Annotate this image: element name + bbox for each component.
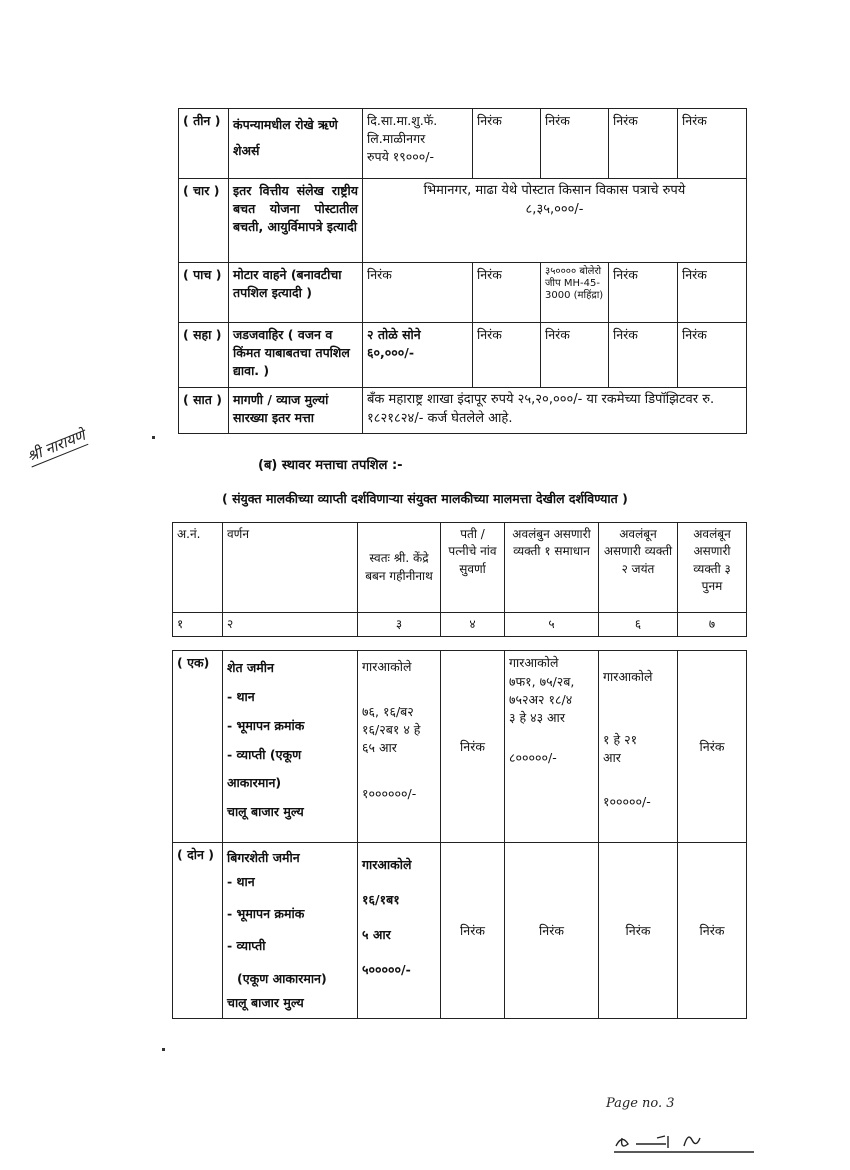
row-number: ( पाच )	[179, 263, 229, 323]
value-line: गारआकोले	[362, 857, 412, 873]
value-line: १००००००/-	[362, 785, 417, 801]
desc-line: - व्याप्ती (एकूण आकारमान)	[227, 746, 302, 791]
column-number: ५	[505, 613, 599, 637]
desc-line: - व्याप्ती	[227, 937, 266, 953]
spacer-row	[173, 637, 747, 651]
column-number: १	[173, 613, 223, 637]
value-line: १ हे २१ आर	[603, 731, 638, 765]
value-line: ७फ१, ७५/२ब, ७५२अ२ १८/४ ३ हे ४३ आर	[509, 673, 575, 725]
desc-line: (एकूण आकारमान)	[237, 971, 327, 987]
dependent1-value: निरंक	[505, 843, 599, 1019]
value-line: रुपये १९०००/-	[367, 149, 435, 165]
desc-line: चालू बाजार मुल्य	[227, 804, 304, 820]
header-dependent1: अवलंबुन असणारी व्यक्ती १ समाधान	[505, 523, 599, 613]
dependent2-value: निरंक	[609, 109, 678, 179]
desc-line: शेत जमीन	[227, 660, 274, 676]
self-value	[358, 651, 441, 843]
dependent3-value: निरंक	[678, 651, 747, 843]
row-description	[223, 651, 358, 843]
spouse-value: निरंक	[441, 651, 505, 843]
desc-line: कंपन्यामधील रोखे ऋणे	[233, 117, 338, 132]
desc-line: - भूमापन क्रमांक	[227, 905, 305, 921]
value-line: ८०००००/-	[509, 749, 557, 765]
dependent2-value	[599, 651, 678, 843]
row-number: ( एक)	[173, 651, 223, 843]
value-line: १६/१ब१	[362, 892, 400, 908]
value-line: गारआकोले	[603, 669, 653, 685]
value-line: ५ आर	[362, 926, 391, 942]
table-row	[179, 263, 747, 323]
signature-icon	[612, 1130, 757, 1154]
column-number: ३	[358, 613, 441, 637]
desc-line: - थान	[227, 874, 255, 890]
row-number: ( दोन )	[173, 843, 223, 1019]
value-line: १०००००/-	[603, 793, 651, 809]
spouse-value: निरंक	[473, 323, 541, 388]
column-number: २	[223, 613, 358, 637]
page-number-handwritten: Page no. 3	[606, 1096, 675, 1111]
scan-dot	[162, 1048, 165, 1051]
value-line: ८,३५,०००/-	[525, 201, 584, 217]
dependent1-value: ३५०००० बोलेरो जीप MH-45-3000 (महिंद्रा)	[541, 263, 609, 323]
dependent3-value: निरंक	[678, 109, 747, 179]
section-subheading: ( संयुक्त मालकीच्या व्याप्ती दर्शविणाऱ्या संयुक्त मालकीच्या मालमत्ता देखील दर्शविण्यात )	[222, 491, 628, 506]
column-number: ७	[678, 613, 747, 637]
movable-assets-table	[178, 108, 747, 434]
row-description: मोटार वाहने (बनावटीचा तपशिल इत्यादी )	[229, 263, 363, 323]
header-description: वर्णन	[223, 523, 358, 613]
table-row	[173, 843, 747, 1019]
value-line: भिमानगर, माढा येथे पोस्टात किसान विकास पत्राचे रुपये	[423, 183, 686, 198]
row-number: ( चार )	[179, 179, 229, 263]
section-heading: (ब) स्थावर मत्ताचा तपशिल :-	[258, 458, 403, 473]
dependent2-value: निरंक	[599, 843, 678, 1019]
value-line: लि.माळीनगर	[367, 131, 426, 147]
merged-value	[363, 179, 747, 263]
header-row	[173, 523, 747, 613]
desc-line: - भूमापन क्रमांक	[227, 717, 305, 733]
dependent1-value: निरंक	[541, 323, 609, 388]
self-value	[358, 843, 441, 1019]
dependent3-value: निरंक	[678, 263, 747, 323]
self-value	[363, 109, 473, 179]
desc-line: शेअर्स	[233, 143, 260, 159]
self-value: निरंक	[363, 263, 473, 323]
spouse-value: निरंक	[473, 109, 541, 179]
value-line: २ तोळे सोने	[367, 327, 421, 342]
row-description: इतर वित्तीय संलेख राष्ट्रीय बचत योजना पोस्टातील बचती, आयुर्विमापत्रे इत्यादी	[229, 179, 363, 263]
spouse-value: निरंक	[441, 843, 505, 1019]
margin-handwritten-note: श्री नारायणे	[24, 426, 88, 466]
value-line: गारआकोले	[509, 655, 559, 671]
dependent3-value: निरंक	[678, 843, 747, 1019]
value-line: ६०,०००/-	[367, 345, 415, 361]
value-line: दि.सा.मा.शु.फॅ.	[367, 113, 438, 128]
initials-handwritten	[612, 1130, 757, 1157]
row-number: ( तीन )	[179, 109, 229, 179]
column-number-row	[173, 613, 747, 637]
immovable-assets-table	[172, 522, 747, 1019]
desc-line: चालू बाजार मुल्य	[227, 995, 304, 1011]
dependent1-value	[505, 651, 599, 843]
row-description: मागणी / व्याज मुल्यां सारख्या इतर मत्ता	[229, 388, 363, 434]
header-self: स्वतः श्री. केंद्रे बबन गहीनीनाथ	[358, 523, 441, 613]
self-value	[363, 323, 473, 388]
column-number: ४	[441, 613, 505, 637]
row-number: ( सात )	[179, 388, 229, 434]
row-description	[223, 843, 358, 1019]
row-description: जडजवाहिर ( वजन व किंमत याबाबतचा तपशिल द्यावा. )	[229, 323, 363, 388]
table-row	[179, 323, 747, 388]
value-line: ७६, १६/ब२ १६/२ब१ ४ हे ६५ आर	[362, 703, 421, 755]
row-number: ( सहा )	[179, 323, 229, 388]
scan-dot	[152, 436, 155, 439]
dependent2-value: निरंक	[609, 263, 678, 323]
value-line: ५०००००/-	[362, 961, 411, 977]
header-spouse: पती / पत्नीचे नांव सुवर्णा	[441, 523, 505, 613]
value-line: गारआकोले	[362, 659, 412, 675]
dependent2-value: निरंक	[609, 323, 678, 388]
merged-value: बँक महाराष्ट्र शाखा इंदापूर रुपये २५,२०,०००/- या रकमेच्या डिपॉझिटवर रु. १८२१८२४/- कर्ज घेतलेले आहे.	[363, 388, 747, 434]
table-row	[173, 651, 747, 843]
spouse-value: निरंक	[473, 263, 541, 323]
desc-line: बिगरशेती जमीन	[227, 850, 300, 866]
table-row	[179, 179, 747, 263]
header-serial: अ.नं.	[173, 523, 223, 613]
column-number: ६	[599, 613, 678, 637]
table-row	[179, 109, 747, 179]
desc-line: - थान	[227, 689, 255, 705]
dependent1-value: निरंक	[541, 109, 609, 179]
header-dependent3: अवलंबून असणारी व्यक्ती ३ पुनम	[678, 523, 747, 613]
header-dependent2: अवलंबून असणारी व्यक्ती २ जयंत	[599, 523, 678, 613]
dependent3-value: निरंक	[678, 323, 747, 388]
row-description	[229, 109, 363, 179]
table-row	[179, 388, 747, 434]
